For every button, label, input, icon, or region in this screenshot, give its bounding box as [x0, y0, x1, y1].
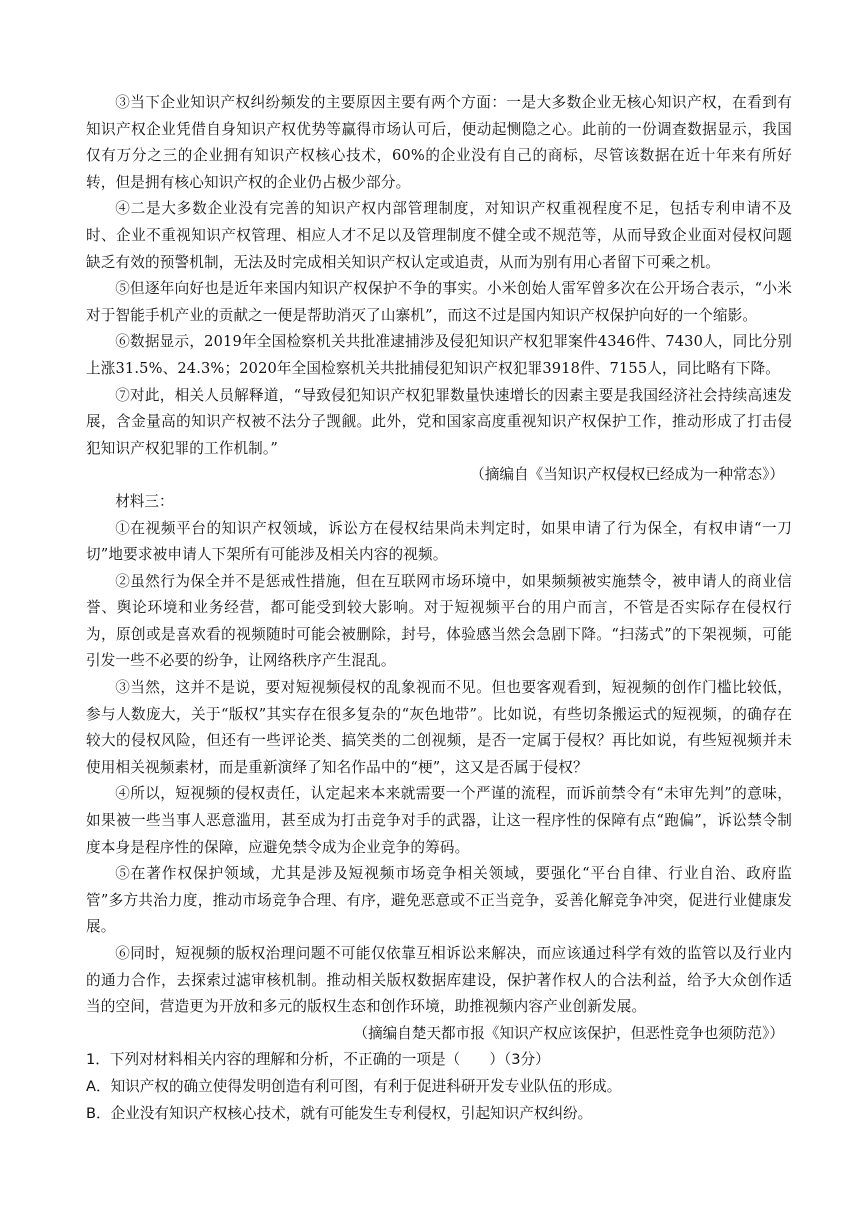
material2-source: （摘编自《当知识产权侵权已经成为一种常态》） — [470, 466, 784, 484]
option-b[interactable]: B．企业没有知识产权核心技术，就有可能发生专利侵权，引起知识产权纠纷。 — [86, 1104, 593, 1122]
paragraph-material3-2: ②虽然行为保全并不是惩戒性措施，但在互联网市场环境中，如果频频被实施禁令，被申请人的商业信誉、舆论环境和业务经营，都可能受到较大影响。对于短视频平台的用户而言，不管是否实际存在侵权行为，原创或是喜欢看的视频随时可能会被删除，封号，体验感当然会急剧下降。“扫荡式”的下架视频，可能引发一些不必要的纷争，让网络秩序产生混乱。 — [86, 572, 792, 670]
paragraph-material3-3: ③当然，这并不是说，要对短视频侵权的乱象视而不见。但也要客观看到，短视频的创作门槛比较低，参与人数庞大，关于“版权”其实存在很多复杂的“灰色地带”。比如说，有些切条搬运式的短视频，的确存在较大的侵权风险，但还有一些评论类、搞笑类的二创视频，是否一定属于侵权？再比如说，有些短视频并未使用相关视频素材，而是重新演绎了知名作品中的“梗”，这又是否属于侵权？ — [86, 679, 792, 776]
document-page — [86, 90, 792, 1127]
paragraph-material2-4: ④二是大多数企业没有完善的知识产权内部管理制度，对知识产权重视程度不足，包括专利申请不及时、企业不重视知识产权管理、相应人才不足以及管理制度不健全或不规范等，从而导致企业面对侵权问题缺乏有效的预警机制，无法及时完成相关知识产权认定或追责，从而为别有用心者留下可乘之机。 — [86, 200, 792, 271]
paragraph-material3-4: ④所以，短视频的侵权责任，认定起来本来就需要一个严谨的流程，而诉前禁令有“未审先判”的意味，如果被一些当事人恶意滥用，甚至成为打击竞争对手的武器，让这一程序性的保障有点“跑偏”，诉讼禁令制度本身是程序性的保障，应避免禁令成为企业竞争的筹码。 — [86, 785, 792, 856]
paragraph-material2-5: ⑤但逐年向好也是近年来国内知识产权保护不争的事实。小米创始人雷军曾多次在公开场合表示，“小米对于智能手机产业的贡献之一便是帮助消灭了山寨机”，而这不过是国内知识产权保护向好的一个缩影。 — [86, 280, 792, 324]
material-three-section — [86, 489, 792, 1047]
material-two-section — [86, 90, 792, 489]
paragraph-material2-7: ⑦对此，相关人员解释道，“导致侵犯知识产权犯罪数量快速增长的因素主要是我国经济社会持续高速发展，含金量高的知识产权被不法分子觊觎。此外，党和国家高度重视知识产权保护工作，推动形成了打击侵犯知识产权犯罪的工作机制。” — [86, 386, 792, 457]
paragraph-material2-6: ⑥数据显示，2019年全国检察机关共批准逮捕涉及侵犯知识产权犯罪案件4346件、7430人，同比分别上涨31.5%、24.3%；2020年全国检察机关共批捕侵犯知识产权犯罪3918件、7155人，同比略有下降。 — [86, 333, 792, 377]
paragraph-material3-6: ⑥同时，短视频的版权治理问题不可能仅依靠互相诉讼来解决，而应该通过科学有效的监管以及行业内的通力合作，去探索过滤审核机制。推动相关版权数据库建设，保护著作权人的合法利益，给予大众创作适当的空间，营造更为开放和多元的版权生态和创作环境，助推视频内容产业创新发展。 — [86, 945, 792, 1016]
question-stem: 1．下列对材料相关内容的理解和分析，不正确的一项是（ ）（3分） — [86, 1051, 550, 1069]
paragraph-material3-1: ①在视频平台的知识产权领域，诉讼方在侵权结果尚未判定时，如果申请了行为保全，有权申请“一刀切”地要求被申请人下架所有可能涉及相关内容的视频。 — [86, 519, 792, 564]
paragraph-material3-5: ⑤在著作权保护领域，尤其是涉及短视频市场竞争相关领域，要强化“平台自律、行业自治、政府监管”多方共治力度，推动市场竞争合理、有序，避免恶意或不正当竞争，妥善化解竞争冲突，促进行业健康发展。 — [86, 865, 792, 936]
material3-source: （摘编自楚天都市报《知识产权应该保护，但恶性竞争也须防范》） — [353, 1024, 784, 1042]
option-a[interactable]: A．知识产权的确立使得发明创造有利可图，有利于促进科研开发专业队伍的形成。 — [86, 1077, 622, 1095]
material3-label: 材料三： — [115, 492, 174, 510]
paragraph-material2-3: ③当下企业知识产权纠纷频发的主要原因主要有两个方面：一是大多数企业无核心知识产权，在看到有知识产权企业凭借自身知识产权优势等赢得市场认可后，便动起恻隐之心。此前的一份调查数据显示，我国仅有万分之三的企业拥有知识产权核心技术，60%的企业没有自己的商标，尽管该数据在近十年来有所好转，但是拥有核心知识产权的企业仍占极少部分。 — [86, 94, 792, 191]
question-section — [86, 1047, 792, 1127]
